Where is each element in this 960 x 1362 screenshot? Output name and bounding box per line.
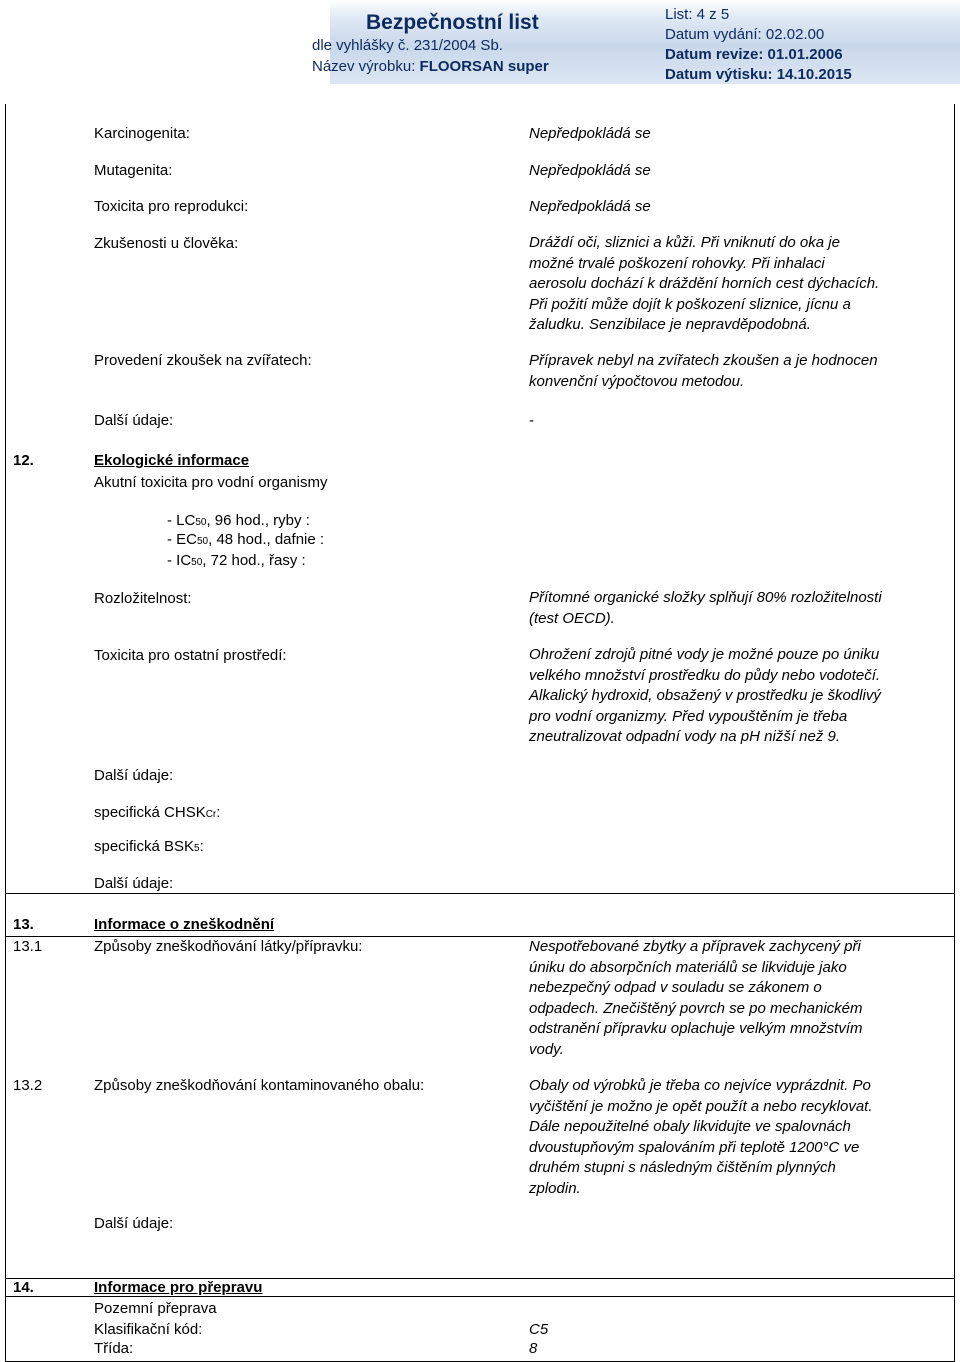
page-number: List: 4 z 5 — [665, 6, 730, 23]
specific-chsk-label: specifická CHSKCr: — [94, 804, 221, 821]
divider-section-13 — [5, 893, 955, 894]
other-data-label-12b: Další údaje: — [94, 875, 174, 892]
section-13-title: Informace o zneškodnění — [94, 916, 275, 933]
carcinogenicity-value: Nepředpokládá se — [529, 125, 651, 142]
tox-item-lc50: - LC50, 96 hod., ryby : — [167, 512, 310, 529]
specific-bsk-label: specifická BSK5: — [94, 838, 204, 855]
item-13-1-text: Nespotřebované zbytky a přípravek zachycený při úniku do absorpčních materiálů se likviduje jako nebezpečný odpad v souladu se zákonem o odpadech. Znečištěný povrch se po mechanickém odstranění přípravku oplachuje velkým množstvím vody. — [529, 938, 863, 1058]
human-experience-label: Zkušenosti u člověka: — [94, 235, 239, 252]
regulation-reference: dle vyhlášky č. 231/2004 Sb. — [312, 37, 503, 54]
left-border — [5, 104, 6, 1362]
section-14-title: Informace pro přepravu — [94, 1279, 263, 1296]
section-12-title: Ekologické informace — [94, 452, 250, 469]
class-label: Třída: — [94, 1340, 134, 1357]
reproductive-toxicity-value: Nepředpokládá se — [529, 198, 651, 215]
product-label: Název výrobku: — [312, 58, 416, 75]
other-data-label-13: Další údaje: — [94, 1215, 174, 1232]
right-border — [954, 104, 955, 1362]
class-code-label: Klasifikační kód: — [94, 1321, 203, 1338]
section-14-number: 14. — [13, 1279, 34, 1296]
divider-section-14-title — [5, 1296, 955, 1297]
section-13-number: 13. — [13, 916, 34, 933]
tox-item-ec50: - EC50, 48 hod., dafnie : — [167, 531, 325, 548]
item-13-1-number: 13.1 — [13, 938, 43, 955]
mutagenicity-value: Nepředpokládá se — [529, 162, 651, 179]
print-date: Datum výtisku: 14.10.2015 — [665, 66, 852, 83]
class-code-value: C5 — [529, 1321, 549, 1338]
class-value: 8 — [529, 1340, 538, 1357]
degradability-text: Přítomné organické složky splňují 80% rozložitelnosti (test OECD). — [529, 589, 882, 627]
carcinogenicity-label: Karcinogenita: — [94, 125, 190, 142]
section-12-number: 12. — [13, 452, 34, 469]
human-experience-text: Dráždí oči, sliznici a kůži. Při vniknutí do oka je možné trvalé poškození rohovky. Při inhalaci aerosolu dochází k dráždění horních cest dýchacích. Při požití může dojít k poškození sliznice, jícnu a žaludku. Senzibilace je nepravděpodobná. — [529, 234, 880, 333]
item-13-1-label: Způsoby zneškodňování látky/přípravku: — [94, 938, 363, 955]
mutagenicity-label: Mutagenita: — [94, 162, 173, 179]
other-data-label-11: Další údaje: — [94, 412, 174, 429]
revision-date: Datum revize: 01.01.2006 — [665, 46, 843, 63]
animal-testing-label: Provedení zkoušek na zvířatech: — [94, 352, 312, 369]
other-data-label-12a: Další údaje: — [94, 767, 174, 784]
other-data-value-11: - — [529, 412, 534, 429]
product-name: FLOORSAN super — [419, 58, 549, 75]
item-13-2-number: 13.2 — [13, 1077, 43, 1094]
document-title: Bezpečnostní list — [366, 11, 539, 34]
degradability-label: Rozložitelnost: — [94, 590, 192, 607]
item-13-2-text: Obaly od výrobků je třeba co nejvíce vyprázdnit. Po vyčištění je možno je opět použít a nebo recyklovat. Dále nepoužitelné obaly likvidujte ve spalovnách dvoustupňovým spalováním při teplotě 1200°C ve druhém stupni s následným čištěním plynných zplodin. — [529, 1077, 873, 1197]
item-13-2-label: Způsoby zneškodňování kontaminovaného obalu: — [94, 1077, 425, 1094]
animal-testing-text: Přípravek nebyl na zvířatech zkoušen a je hodnocen konvenční výpočtovou metodou. — [529, 352, 878, 390]
product-name-line — [312, 58, 549, 75]
issue-date: Datum vydání: 02.02.00 — [665, 26, 825, 43]
reproductive-toxicity-label: Toxicita pro reprodukci: — [94, 198, 249, 215]
aquatic-toxicity-heading: Akutní toxicita pro vodní organismy — [94, 474, 328, 491]
land-transport-heading: Pozemní přeprava — [94, 1300, 217, 1317]
tox-item-ic50: - IC50, 72 hod., řasy : — [167, 552, 306, 569]
env-toxicity-text: Ohrožení zdrojů pitné vody je možné pouze po úniku velkého množství prostředku do půdy nebo vodotečí. Alkalický hydroxid, obsažený v prostředku je škodlivý pro vodní organizmy. Před vypouštěním je třeba zneutralizovat odpadní vody na pH nižší než 9. — [529, 646, 881, 745]
env-toxicity-label: Toxicita pro ostatní prostředí: — [94, 647, 287, 664]
